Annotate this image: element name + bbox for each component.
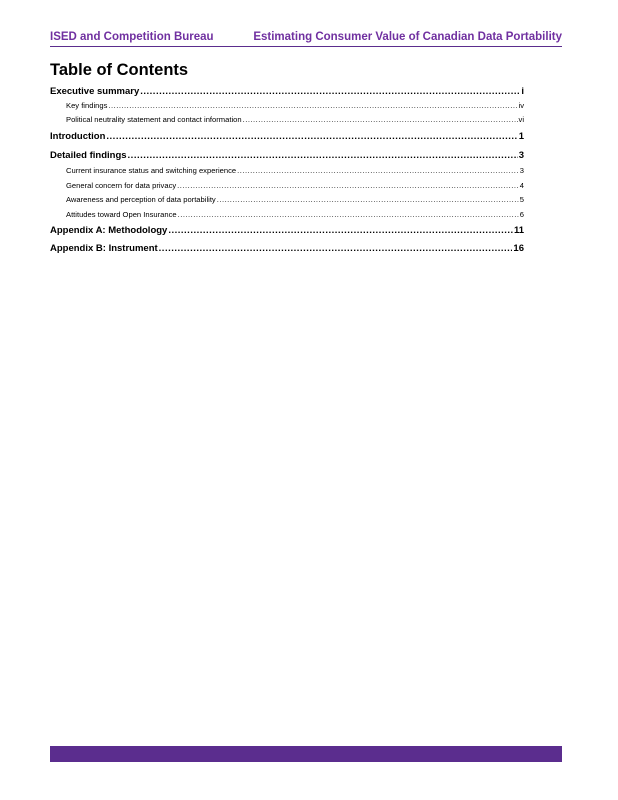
toc-entry-appendix-a[interactable]	[50, 225, 524, 236]
toc-entry-label: Political neutrality statement and contact information	[66, 115, 242, 124]
toc-entry-page: 5	[519, 195, 524, 204]
toc-entry-page: 11	[513, 225, 524, 236]
toc-entry-page: iv	[518, 101, 524, 110]
toc-entry-page: 1	[518, 131, 524, 142]
header-organization: ISED and Competition Bureau	[50, 31, 214, 43]
header-report-title: Estimating Consumer Value of Canadian Data Portability	[253, 31, 562, 43]
toc-entry-label: Awareness and perception of data portability	[66, 195, 216, 204]
toc-entry-label: Current insurance status and switching experience	[66, 166, 237, 175]
toc-entry-page: 6	[519, 210, 524, 219]
toc-entry-page: vi	[518, 115, 524, 124]
toc-entry-label: General concern for data privacy	[66, 181, 177, 190]
toc-entry-introduction[interactable]	[50, 131, 524, 142]
toc-entry-page: 16	[513, 243, 524, 254]
toc-entry-insurance-status[interactable]	[50, 166, 524, 175]
toc-entry-label: Appendix B: Instrument	[50, 243, 158, 254]
toc-title: Table of Contents	[50, 61, 189, 79]
toc-entry-label: Appendix A: Methodology	[50, 225, 168, 236]
toc-entry-page: 3	[518, 150, 524, 161]
toc-entry-page: 4	[519, 181, 524, 190]
toc-entry-executive-summary[interactable]	[50, 86, 524, 97]
toc-entry-political-neutrality[interactable]	[50, 115, 524, 124]
footer-bar	[50, 746, 562, 762]
toc-entry-appendix-b[interactable]	[50, 243, 524, 254]
toc-entry-label: Executive summary	[50, 86, 140, 97]
toc-entry-open-insurance[interactable]	[50, 210, 524, 219]
toc-entry-key-findings[interactable]	[50, 101, 524, 110]
toc-entry-label: Detailed findings	[50, 150, 127, 161]
toc-entry-data-portability[interactable]	[50, 195, 524, 204]
page-header	[50, 31, 562, 47]
toc-entry-page: i	[521, 86, 524, 97]
toc-entry-detailed-findings[interactable]	[50, 150, 524, 161]
toc-entry-label: Introduction	[50, 131, 106, 142]
toc-entry-label: Attitudes toward Open Insurance	[66, 210, 177, 219]
toc-entry-data-privacy[interactable]	[50, 181, 524, 190]
toc-entry-page: 3	[519, 166, 524, 175]
toc-entry-label: Key findings	[66, 101, 108, 110]
